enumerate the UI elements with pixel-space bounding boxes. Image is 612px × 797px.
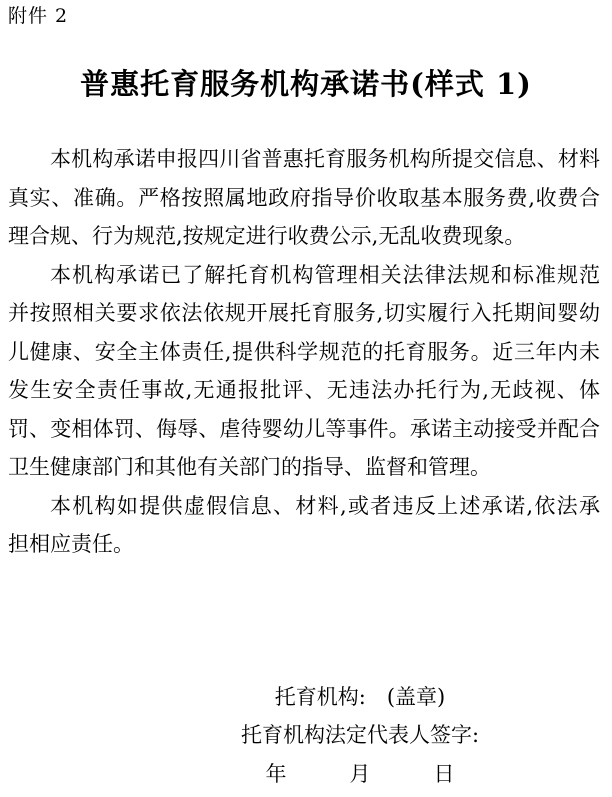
paragraph-line: 本机构承诺已了解托育机构管理相关法律法规和标准规范 xyxy=(50,262,600,287)
paragraph-line: 本机构承诺申报四川省普惠托育服务机构所提交信息、材料 xyxy=(50,147,600,171)
paragraph-line: 并按照相关要求依法依规开展托育服务,切实履行入托期间婴幼 xyxy=(8,301,600,325)
paragraph-2 xyxy=(8,256,600,487)
attachment-label: 附件 2 xyxy=(8,5,69,27)
paragraph-line: 罚、变相体罚、侮辱、虐待婴幼儿等事件。承诺主动接受并配合 xyxy=(8,416,600,441)
paragraph-3 xyxy=(8,487,600,564)
paragraph-line: 担相应责任。 xyxy=(8,532,134,556)
document-body xyxy=(8,140,600,564)
paragraph-line: 卫生健康部门和其他有关部门的指导、监督和管理。 xyxy=(8,455,491,479)
document-title: 普惠托育服务机构承诺书(样式 1) xyxy=(80,67,532,101)
paragraph-1 xyxy=(8,140,600,256)
paragraph-line: 发生安全责任事故,无通报批评、无违法办托行为,无歧视、体 xyxy=(8,378,600,402)
signature-representative-line: 托育机构法定代表人签字: xyxy=(240,723,480,747)
signature-institution-line: 托育机构: (盖章) xyxy=(274,684,446,709)
paragraph-line: 理合规、行为规范,按规定进行收费公示,无乱收费现象。 xyxy=(8,224,526,248)
signature-date-line: 年 月 日 xyxy=(265,761,455,786)
paragraph-line: 真实、准确。严格按照属地政府指导价收取基本服务费,收费合 xyxy=(8,185,600,210)
paragraph-line: 本机构如提供虚假信息、材料,或者违反上述承诺,依法承 xyxy=(50,493,600,518)
signature-block xyxy=(120,678,600,794)
paragraph-line: 儿健康、安全主体责任,提供科学规范的托育服务。近三年内未 xyxy=(8,339,600,364)
